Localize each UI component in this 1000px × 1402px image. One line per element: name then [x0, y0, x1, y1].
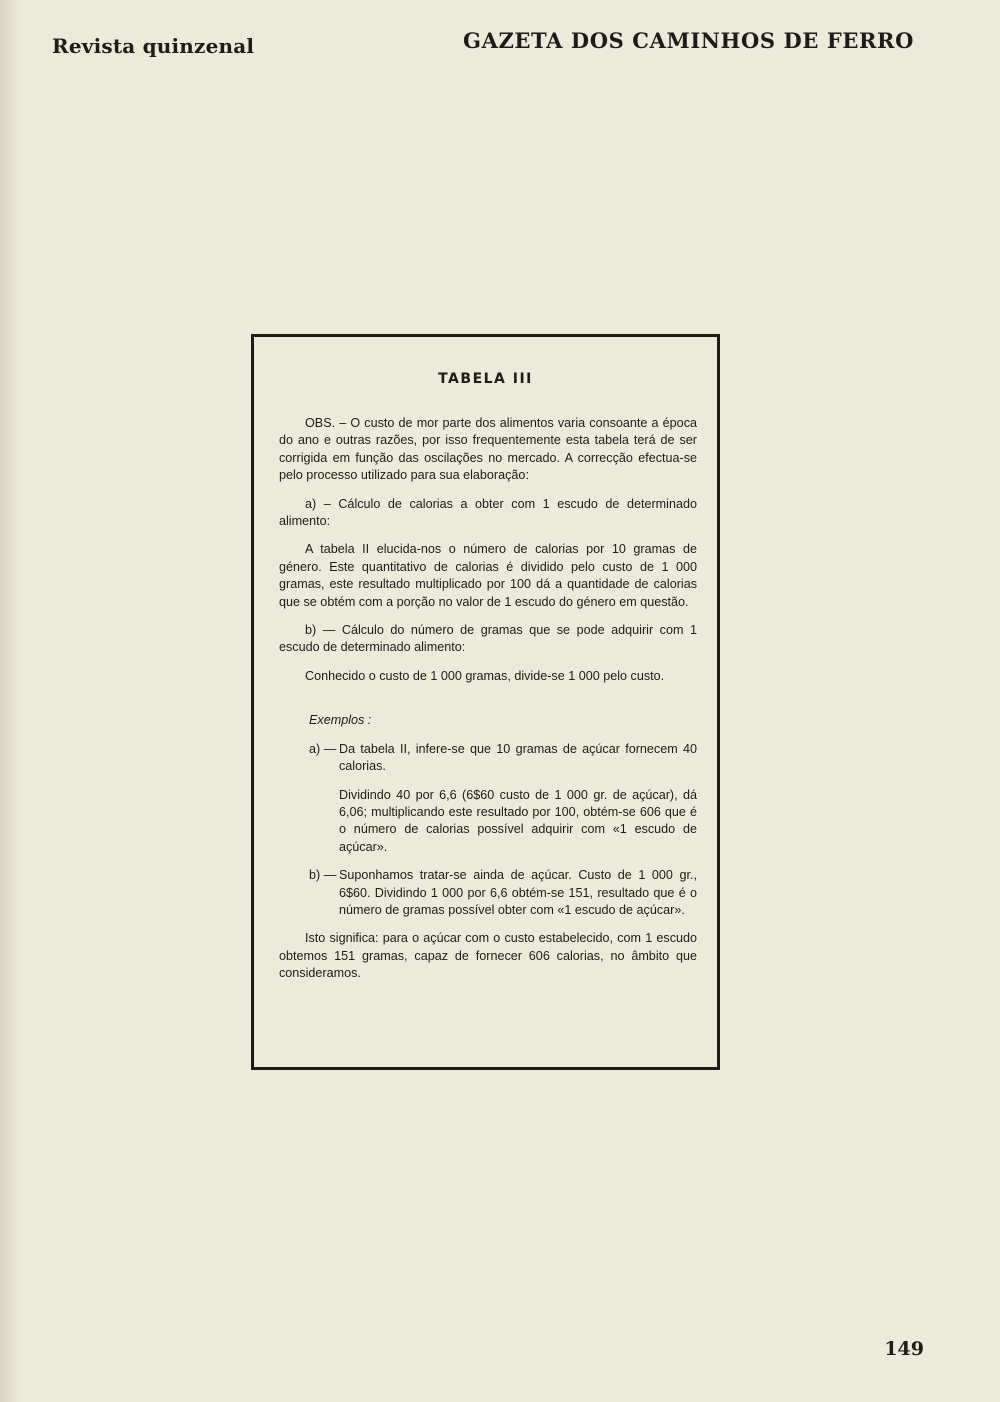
example-b-label: b) —	[309, 868, 337, 883]
example-a	[279, 741, 697, 776]
table-content	[279, 415, 697, 994]
page-number: 149	[884, 1338, 924, 1360]
running-header-right: GAZETA DOS CAMINHOS DE FERRO	[463, 28, 914, 53]
examples-title: Exemplos :	[309, 713, 372, 728]
table-title: TABELA III	[438, 371, 533, 387]
running-header-left: Revista quinzenal	[52, 34, 255, 58]
method-b-text: Conhecido o custo de 1 000 gramas, divide-se 1 000 pelo custo.	[305, 668, 665, 683]
method-a-heading: a) – Cálculo de calorias a obter com 1 escudo de determinado alimento:	[279, 496, 697, 529]
closing-paragraph: Isto significa: para o açúcar com o custo estabelecido, com 1 escudo obtemos 151 gramas, capaz de fornecer 606 calorias, no âmbito que consideramos.	[279, 931, 697, 981]
example-b	[279, 867, 697, 919]
method-b-heading: b) — Cálculo do número de gramas que se pode adquirir com 1 escudo de determinado alimento:	[279, 623, 697, 655]
table-frame	[251, 334, 720, 1070]
example-a-calculation: Dividindo 40 por 6,6 (6$60 custo de 1 000 gr. de açúcar), dá 6,06; multiplicando este resultado por 100, obtém-se 606 que é o número de calorias possível adquirir com «1 escudo de açúcar».	[339, 787, 697, 854]
obs-paragraph: OBS. – O custo de mor parte dos alimentos varia consoante a época do ano e outras razões, por isso frequentemente esta tabela terá de ser corrigida em função das oscilações no mercado. A correcção efectua-se pelo processo utilizado para sua elaboração:	[279, 416, 697, 483]
example-a-text: Da tabela II, infere-se que 10 gramas de açúcar fornecem 40 calorias.	[339, 741, 697, 774]
example-b-text: Suponhamos tratar-se ainda de açúcar. Custo de 1 000 gr., 6$60. Dividindo 1 000 por 6,6 obtém-se 151, resultado que é o número de gramas possível obter com «1 escudo de açúcar».	[339, 868, 697, 917]
method-a-text: A tabela II elucida-nos o número de calorias por 10 gramas de género. Este quantitativo de calorias é dividido pelo custo de 1 000 gramas, este resultado multiplicado por 100 dá a quantidade de calorias que se obtém com a porção no valor de 1 escudo do género em questão.	[279, 542, 697, 609]
page-edge-shadow	[0, 0, 22, 1402]
example-a-label: a) —	[309, 741, 337, 756]
